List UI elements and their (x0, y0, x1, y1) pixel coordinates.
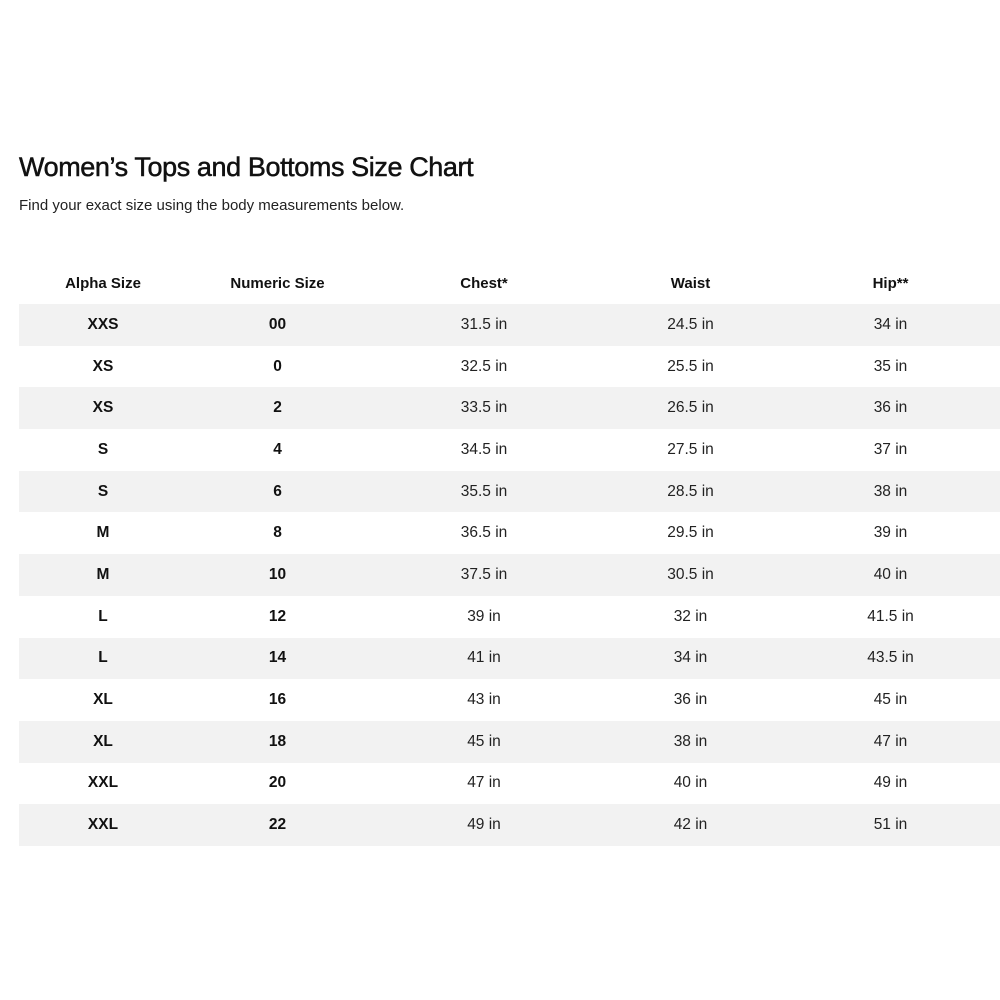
cell-alpha-size: XXS (19, 304, 187, 346)
cell-hip: 39 in (781, 512, 1000, 554)
table-row (19, 512, 1000, 554)
size-chart-table (19, 263, 1000, 846)
header-hip: Hip** (872, 275, 909, 292)
cell-numeric-size: 8 (187, 512, 368, 554)
table-row (19, 596, 1000, 638)
cell-waist: 28.5 in (600, 471, 781, 513)
cell-waist: 40 in (600, 763, 781, 805)
cell-alpha-size: L (19, 638, 187, 680)
table-row (19, 763, 1000, 805)
cell-waist: 29.5 in (600, 512, 781, 554)
cell-hip: 38 in (781, 471, 1000, 513)
cell-chest: 43 in (368, 679, 600, 721)
cell-alpha-size: XS (19, 346, 187, 388)
header-row (19, 263, 1000, 304)
table-row (19, 804, 1000, 846)
cell-alpha-size: XS (19, 387, 187, 429)
page-subtitle: Find your exact size using the body measurements below. (19, 197, 405, 214)
cell-chest: 33.5 in (368, 387, 600, 429)
cell-waist: 42 in (600, 804, 781, 846)
cell-numeric-size: 2 (187, 387, 368, 429)
header-alpha-size: Alpha Size (65, 275, 141, 292)
cell-hip: 35 in (781, 346, 1000, 388)
page-title: Women’s Tops and Bottoms Size Chart (19, 152, 474, 182)
cell-waist: 24.5 in (600, 304, 781, 346)
cell-chest: 45 in (368, 721, 600, 763)
cell-hip: 47 in (781, 721, 1000, 763)
cell-hip: 49 in (781, 763, 1000, 805)
cell-alpha-size: M (19, 554, 187, 596)
cell-alpha-size: XL (19, 679, 187, 721)
cell-alpha-size: L (19, 596, 187, 638)
header-numeric-size: Numeric Size (230, 275, 325, 292)
cell-waist: 25.5 in (600, 346, 781, 388)
cell-hip: 34 in (781, 304, 1000, 346)
size-chart-body (19, 304, 1000, 846)
cell-alpha-size: XL (19, 721, 187, 763)
cell-alpha-size: S (19, 429, 187, 471)
cell-hip: 41.5 in (781, 596, 1000, 638)
table-row (19, 721, 1000, 763)
cell-hip: 40 in (781, 554, 1000, 596)
size-chart-header (19, 263, 1000, 304)
cell-chest: 41 in (368, 638, 600, 680)
cell-waist: 27.5 in (600, 429, 781, 471)
cell-chest: 39 in (368, 596, 600, 638)
header-chest: Chest* (460, 275, 508, 292)
cell-chest: 49 in (368, 804, 600, 846)
cell-hip: 36 in (781, 387, 1000, 429)
cell-waist: 38 in (600, 721, 781, 763)
cell-numeric-size: 14 (187, 638, 368, 680)
table-row (19, 679, 1000, 721)
cell-alpha-size: S (19, 471, 187, 513)
cell-waist: 32 in (600, 596, 781, 638)
cell-hip: 45 in (781, 679, 1000, 721)
cell-numeric-size: 4 (187, 429, 368, 471)
cell-waist: 26.5 in (600, 387, 781, 429)
cell-numeric-size: 18 (187, 721, 368, 763)
table-row (19, 304, 1000, 346)
cell-hip: 43.5 in (781, 638, 1000, 680)
cell-waist: 30.5 in (600, 554, 781, 596)
cell-numeric-size: 16 (187, 679, 368, 721)
cell-chest: 37.5 in (368, 554, 600, 596)
cell-numeric-size: 6 (187, 471, 368, 513)
cell-numeric-size: 22 (187, 804, 368, 846)
cell-numeric-size: 10 (187, 554, 368, 596)
cell-waist: 36 in (600, 679, 781, 721)
table-row (19, 554, 1000, 596)
cell-chest: 35.5 in (368, 471, 600, 513)
header-waist: Waist (670, 275, 711, 292)
table-row (19, 387, 1000, 429)
table-row (19, 429, 1000, 471)
table-row (19, 346, 1000, 388)
table-row (19, 471, 1000, 513)
cell-chest: 32.5 in (368, 346, 600, 388)
cell-alpha-size: XXL (19, 804, 187, 846)
cell-chest: 36.5 in (368, 512, 600, 554)
cell-numeric-size: 12 (187, 596, 368, 638)
cell-alpha-size: XXL (19, 763, 187, 805)
cell-chest: 31.5 in (368, 304, 600, 346)
cell-hip: 37 in (781, 429, 1000, 471)
cell-waist: 34 in (600, 638, 781, 680)
cell-hip: 51 in (781, 804, 1000, 846)
cell-numeric-size: 20 (187, 763, 368, 805)
cell-chest: 47 in (368, 763, 600, 805)
cell-numeric-size: 00 (187, 304, 368, 346)
cell-numeric-size: 0 (187, 346, 368, 388)
cell-chest: 34.5 in (368, 429, 600, 471)
table-row (19, 638, 1000, 680)
cell-alpha-size: M (19, 512, 187, 554)
